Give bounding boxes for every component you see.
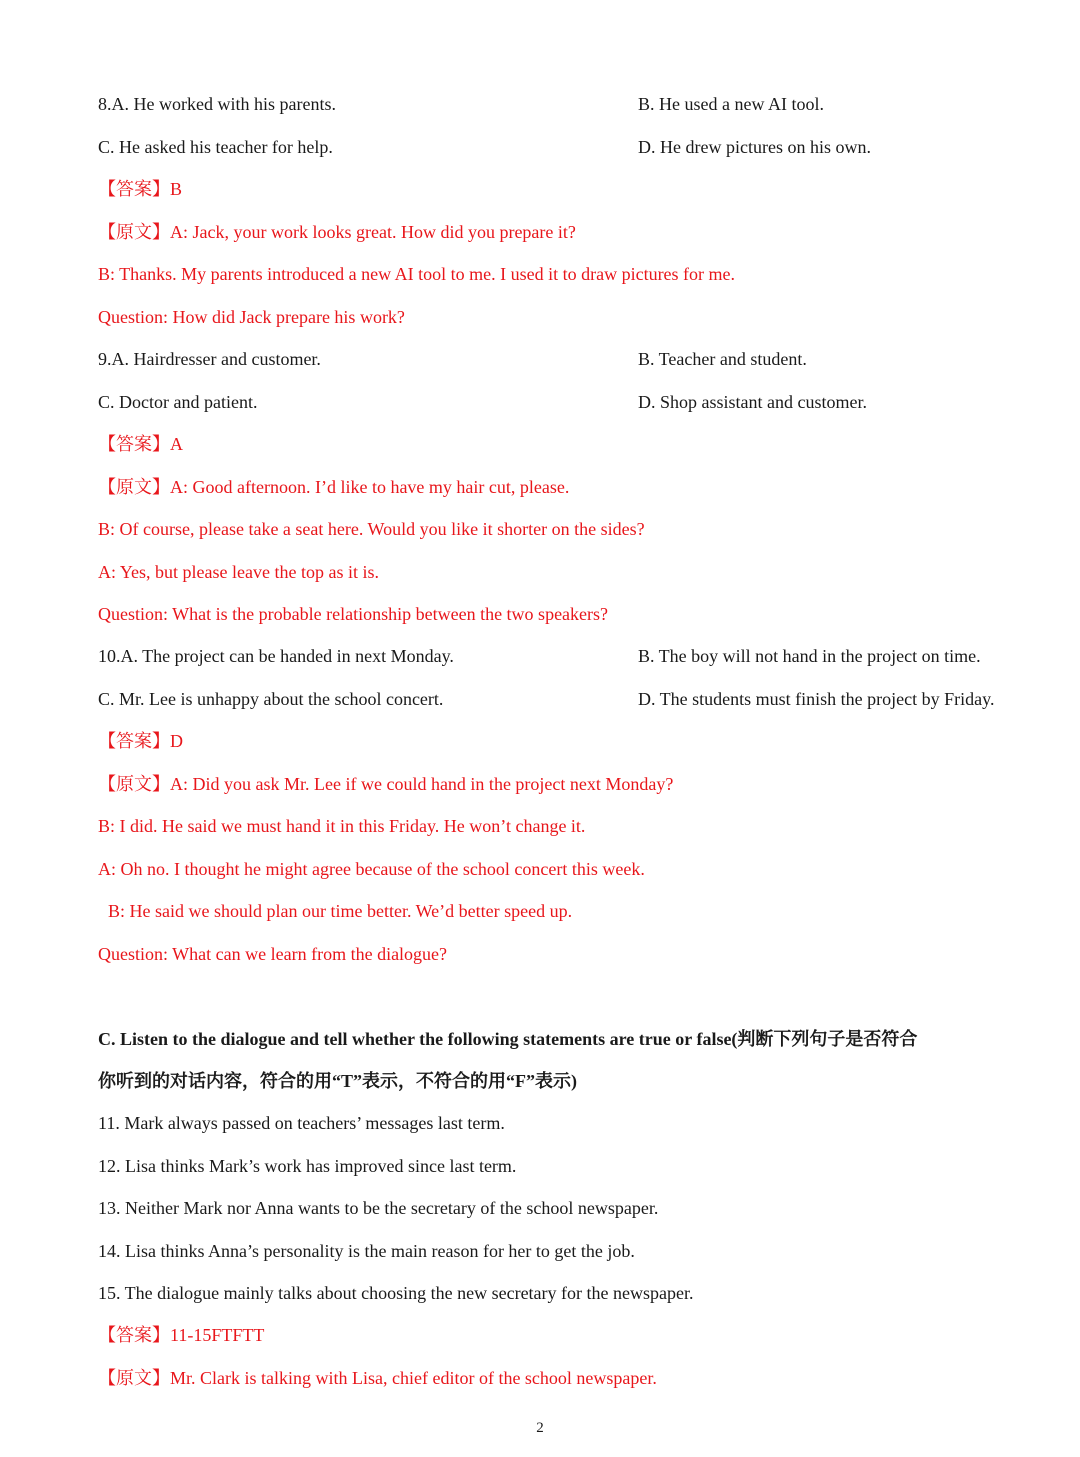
q8-question: Question: How did Jack prepare his work? [98,307,405,327]
q10-option-b: B. The boy will not hand in the project on time. [638,646,981,666]
section-c-heading-line-2: 你听到的对话内容，符合的用“T”表示，不符合的用“F”表示) [98,1071,577,1091]
statement-14: 14. Lisa thinks Anna’s personality is the main reason for her to get the job. [98,1241,635,1261]
statement-11: 11. Mark always passed on teachers’ messages last term. [98,1113,505,1133]
q10-option-a: 10.A. The project can be handed in next Monday. [98,646,454,666]
q8-answer: 【答案】B [98,179,183,199]
q9-script-line-2: B: Of course, please take a seat here. Would you like it shorter on the sides? [98,519,645,539]
section-c-heading-line-1: C. Listen to the dialogue and tell whether the following statements are true or false(判断下列句子是否符合 [98,1029,918,1049]
statement-13: 13. Neither Mark nor Anna wants to be the secretary of the school newspaper. [98,1198,659,1218]
q9-answer: 【答案】A [98,434,183,454]
q10-script-line-4: B: He said we should plan our time better. We’d better speed up. [108,901,573,921]
q9-script-line-3: A: Yes, but please leave the top as it is. [98,562,379,582]
statement-12: 12. Lisa thinks Mark’s work has improved since last term. [98,1156,517,1176]
q10-script-line-1: 【原文】A: Did you ask Mr. Lee if we could hand in the project next Monday? [98,774,674,794]
q8-options-row-2 [98,135,871,159]
q8-option-c: C. He asked his teacher for help. [98,137,333,157]
section-c-answer: 【答案】11-15FTFTT [98,1325,265,1345]
q8-option-b: B. He used a new AI tool. [638,94,824,114]
q8-script-line-2: B: Thanks. My parents introduced a new AI tool to me. I used it to draw pictures for me. [98,264,736,284]
q9-options-row-1 [98,347,807,371]
q9-option-c: C. Doctor and patient. [98,392,258,412]
page-number: 2 [536,1420,544,1436]
q9-option-d: D. Shop assistant and customer. [638,392,867,412]
q9-question: Question: What is the probable relationship between the two speakers? [98,604,609,624]
q10-answer: 【答案】D [98,731,183,751]
q10-options-row-1 [98,644,981,668]
q10-option-c: C. Mr. Lee is unhappy about the school concert. [98,689,444,709]
statement-15: 15. The dialogue mainly talks about choosing the new secretary for the newspaper. [98,1283,694,1303]
q9-script-line-1: 【原文】A: Good afternoon. I’d like to have my hair cut, please. [98,477,570,497]
q8-script-line-1: 【原文】A: Jack, your work looks great. How did you prepare it? [98,222,576,242]
q10-options-row-2 [98,687,995,711]
section-c-script-line-1: 【原文】Mr. Clark is talking with Lisa, chief editor of the school newspaper. [98,1368,657,1388]
q9-option-a: 9.A. Hairdresser and customer. [98,349,321,369]
q8-option-a: 8.A. He worked with his parents. [98,94,336,114]
q8-options-row-1 [98,92,824,116]
q9-option-b: B. Teacher and student. [638,349,807,369]
q10-script-line-3: A: Oh no. I thought he might agree because of the school concert this week. [98,859,645,879]
q10-question: Question: What can we learn from the dialogue? [98,944,448,964]
q9-options-row-2 [98,390,867,414]
q10-option-d: D. The students must finish the project by Friday. [638,689,995,709]
q8-option-d: D. He drew pictures on his own. [638,137,871,157]
q10-script-line-2: B: I did. He said we must hand it in this Friday. He won’t change it. [98,816,586,836]
